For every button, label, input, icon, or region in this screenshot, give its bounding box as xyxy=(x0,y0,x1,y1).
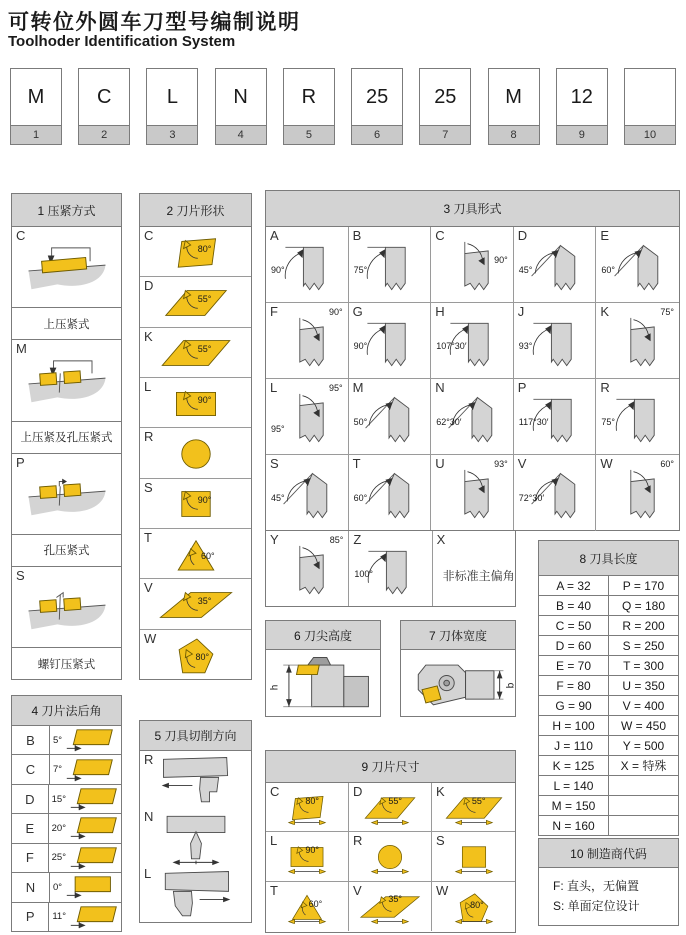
code-row xyxy=(10,68,676,145)
code-box-2 xyxy=(78,68,130,145)
tool-profile-icon xyxy=(602,315,674,373)
angle-label: 75° xyxy=(353,264,368,275)
code-letter: M xyxy=(16,341,27,357)
code-position: 9 xyxy=(557,125,607,144)
panel-header: 2 刀片形状 xyxy=(140,194,251,227)
tool-style-V xyxy=(514,455,597,531)
angle-label: 25° xyxy=(51,852,66,864)
insert-shape-V xyxy=(140,579,251,629)
insert-size-L xyxy=(266,832,349,881)
tool-profile-icon xyxy=(602,467,674,525)
clamp-label: 上压紧及孔压紧式 xyxy=(12,422,121,454)
code-letter: W xyxy=(144,630,157,646)
angle-label: 35° xyxy=(197,596,212,607)
length-entry: R = 200 xyxy=(622,618,665,633)
length-entry: N = 160 xyxy=(539,816,609,835)
tool-style-D xyxy=(514,227,597,303)
clearance-insert-icon xyxy=(63,874,117,900)
insert-size-T xyxy=(266,882,349,931)
panel-header: 1 压紧方式 xyxy=(12,194,121,227)
code-letter: B xyxy=(352,228,362,243)
length-entry: W = 450 xyxy=(620,718,667,733)
tool-profile-icon xyxy=(271,391,343,449)
insert-shape-D xyxy=(140,277,251,327)
length-entry: L = 140 xyxy=(539,776,609,795)
length-entry: M = 150 xyxy=(539,796,609,815)
code-letter: P xyxy=(517,380,527,395)
length-entry: J = 110 xyxy=(539,736,609,755)
code-position: 2 xyxy=(79,125,129,144)
length-entry: A = 32 xyxy=(539,576,609,595)
length-entry xyxy=(609,816,678,835)
square-insert-icon xyxy=(441,841,507,875)
length-entry: V = 400 xyxy=(622,698,665,713)
code-value: L xyxy=(166,85,178,108)
length-row xyxy=(539,796,678,816)
code-letter: F xyxy=(12,844,49,872)
angle-label: 55° xyxy=(197,294,212,305)
angle-label: 90° xyxy=(197,394,212,405)
tool-style-Z xyxy=(349,531,432,606)
angle-label: 11° xyxy=(52,911,66,923)
angle-label: 60° xyxy=(353,493,368,503)
angle-label: 107°30′ xyxy=(436,340,467,351)
clamp-diagram-P xyxy=(12,454,121,535)
code-letter: D xyxy=(353,784,363,799)
angle-label: 5° xyxy=(53,734,63,746)
code-letter: Y xyxy=(270,532,279,547)
clamp-diagram-S xyxy=(12,567,121,648)
code-letter: C xyxy=(144,228,154,243)
direction-R xyxy=(140,751,251,808)
angle-label: 20° xyxy=(51,822,66,834)
code-letter: L xyxy=(144,866,152,881)
length-entry: S = 250 xyxy=(622,638,665,653)
tool-style-G xyxy=(349,303,432,379)
angle-label: 93° xyxy=(494,459,508,469)
panel-insert-size xyxy=(265,750,516,933)
angle-label: 72°30′ xyxy=(518,493,545,503)
rhombus-35-icon xyxy=(156,584,236,625)
tool-style-C xyxy=(431,227,514,303)
length-row xyxy=(539,756,678,776)
round-insert-icon xyxy=(156,433,236,474)
length-entry: K = 125 xyxy=(539,756,609,775)
clearance-insert-icon xyxy=(67,845,121,871)
tool-profile-icon xyxy=(271,543,343,601)
insert-shape-R xyxy=(140,428,251,478)
code-letter: N xyxy=(144,809,154,824)
tip-height-diagram xyxy=(266,650,380,716)
code-letter: J xyxy=(517,304,525,319)
code-letter: S xyxy=(16,567,25,583)
tool-profile-icon xyxy=(436,239,508,297)
code-letter: C xyxy=(12,755,50,783)
code-letter: S xyxy=(144,479,153,495)
length-entry: X = 特殊 xyxy=(620,759,667,773)
clearance-insert-icon xyxy=(67,904,121,930)
code-letter: L xyxy=(144,378,152,394)
code-letter: D xyxy=(517,228,528,243)
code-value: 25 xyxy=(365,85,389,108)
code-letter: W xyxy=(600,456,613,471)
code-value: 25 xyxy=(434,85,457,108)
angle-label: 7° xyxy=(53,764,63,776)
tool-style-F xyxy=(266,303,349,379)
code-letter: S xyxy=(270,456,279,471)
code-letter: R xyxy=(144,752,154,767)
length-entry: G = 90 xyxy=(539,696,609,715)
length-row xyxy=(539,616,678,636)
insert-size-D xyxy=(349,783,432,832)
code-value: C xyxy=(96,85,112,108)
tool-style-M xyxy=(349,379,432,455)
clearance-row-F xyxy=(12,844,121,873)
angle-label: 55° xyxy=(388,795,402,806)
tool-style-J xyxy=(514,303,597,379)
angle-label: 117°30′ xyxy=(518,416,549,427)
code-position: 7 xyxy=(420,125,470,144)
code-letter: T xyxy=(144,529,152,545)
top-and-hole-clamp-icon xyxy=(17,356,117,408)
code-letter: E xyxy=(600,228,610,243)
code-letter: E xyxy=(12,814,49,842)
top-clamp-icon xyxy=(17,243,117,295)
insert-size-grid xyxy=(266,783,515,931)
clearance-insert-icon xyxy=(67,786,121,812)
code-letter: V xyxy=(353,882,362,898)
code-value xyxy=(625,69,675,125)
code-value: R xyxy=(301,85,317,108)
length-entry: U = 350 xyxy=(622,678,665,693)
panel-tool-style-extra-row xyxy=(265,530,516,607)
length-entry: F = 80 xyxy=(539,676,609,695)
code-letter: D xyxy=(144,278,154,294)
panel-insert-clearance-angle xyxy=(11,695,122,932)
clamp-label: 螺钉压紧式 xyxy=(37,658,96,671)
clamp-diagram-M xyxy=(12,340,121,421)
code-letter: R xyxy=(353,833,363,849)
code-letter: U xyxy=(435,456,445,471)
length-row xyxy=(539,816,678,835)
tool-profile-icon xyxy=(436,467,508,525)
direction-N xyxy=(140,808,251,865)
angle-label: 55° xyxy=(471,795,486,806)
code-letter: K xyxy=(600,304,610,319)
clearance-insert-icon xyxy=(63,727,117,753)
tool-style-grid xyxy=(266,227,679,531)
code-box-6 xyxy=(351,68,403,145)
angle-label: 60° xyxy=(660,459,674,469)
insert-shape-T xyxy=(140,529,251,579)
clearance-insert-icon xyxy=(63,757,117,783)
angle-label: 62°30′ xyxy=(436,416,462,427)
length-row xyxy=(539,636,678,656)
code-letter: T xyxy=(352,456,361,471)
parallelogram-80-icon xyxy=(156,232,236,273)
angle-label: 90° xyxy=(353,340,368,351)
panel-insert-shape xyxy=(139,193,252,680)
angle-label: 80° xyxy=(470,900,484,911)
tool-style-A xyxy=(266,227,349,303)
direction-L xyxy=(140,865,251,922)
right-hand-cut-icon xyxy=(147,753,245,809)
tool-style-B xyxy=(349,227,432,303)
panel-header: 9 刀片尺寸 xyxy=(266,751,515,783)
length-entry: Q = 180 xyxy=(621,598,666,613)
panel-manufacturer-code xyxy=(538,838,679,926)
clamp-diagram-C xyxy=(12,227,121,308)
code-box-8 xyxy=(488,68,540,145)
length-row xyxy=(539,736,678,756)
insert-shape-S xyxy=(140,479,251,529)
manufacturer-note-F: F: 直头，无偏置 xyxy=(553,879,639,893)
clearance-row-P xyxy=(12,903,121,931)
angle-label: 93° xyxy=(518,340,533,351)
length-entry: T = 300 xyxy=(623,658,664,673)
code-value: N xyxy=(233,85,248,108)
angle-label: 55° xyxy=(197,344,212,355)
length-row xyxy=(539,576,678,596)
length-entry: H = 100 xyxy=(539,716,609,735)
code-letter: P xyxy=(12,903,49,931)
code-box-1 xyxy=(10,68,62,145)
code-box-9 xyxy=(556,68,608,145)
angle-label: 90° xyxy=(305,844,319,855)
code-box-3 xyxy=(146,68,198,145)
length-row xyxy=(539,596,678,616)
code-letter: T xyxy=(270,882,278,898)
code-position: 5 xyxy=(284,125,334,144)
angle-label: 80° xyxy=(305,795,319,806)
angle-label: 45° xyxy=(271,493,285,503)
code-letter: N xyxy=(12,873,50,901)
code-letter: F xyxy=(270,304,278,319)
length-entry: B = 40 xyxy=(539,596,609,615)
hole-clamp-icon xyxy=(17,469,117,521)
code-letter: C xyxy=(270,784,280,799)
insert-shape-C xyxy=(140,227,251,277)
length-row xyxy=(539,776,678,796)
angle-label: 60° xyxy=(601,264,616,275)
rectangle-90-icon xyxy=(156,383,236,424)
angle-label: 95° xyxy=(328,383,343,393)
screw-clamp-icon xyxy=(17,583,117,635)
tool-style-K xyxy=(596,303,679,379)
tool-style-R xyxy=(596,379,679,455)
code-letter: K xyxy=(144,328,153,344)
code-letter: V xyxy=(144,580,153,596)
code-position: 3 xyxy=(147,125,197,144)
code-letter: R xyxy=(144,429,154,445)
code-box-4 xyxy=(215,68,267,145)
length-row xyxy=(539,676,678,696)
insert-size-R xyxy=(349,832,432,881)
code-position: 10 xyxy=(625,125,675,144)
angle-label: 75° xyxy=(660,307,674,317)
angle-label: 80° xyxy=(197,243,212,254)
insert-size-K xyxy=(432,783,515,832)
angle-label: 90° xyxy=(271,264,285,275)
code-letter: D xyxy=(12,785,49,813)
code-position: 1 xyxy=(11,125,61,144)
angle-label-2: 95° xyxy=(271,424,285,434)
angle-label: 90° xyxy=(494,255,508,265)
tool-style-L xyxy=(266,379,349,455)
code-letter: S xyxy=(436,833,445,849)
insert-shape-W xyxy=(140,630,251,679)
neutral-cut-icon xyxy=(147,810,245,866)
insert-shape-L xyxy=(140,378,251,428)
length-entry: D = 60 xyxy=(539,636,609,655)
panel-header: 8 刀具长度 xyxy=(539,541,678,576)
left-hand-cut-icon xyxy=(147,867,245,923)
nonstandard-angle-label: 非标准主偏角 xyxy=(442,569,515,583)
panel-tool-length xyxy=(538,540,679,836)
code-box-10 xyxy=(624,68,676,145)
tool-style-W xyxy=(596,455,679,531)
code-box-7 xyxy=(419,68,471,145)
angle-label: 90° xyxy=(328,307,343,317)
tool-style-U xyxy=(431,455,514,531)
angle-label: 60° xyxy=(308,899,323,910)
triangle-60-icon xyxy=(156,534,236,575)
angle-label: 35° xyxy=(388,894,402,905)
panel-tip-height xyxy=(265,620,381,717)
dimension-label-b: b xyxy=(505,682,517,689)
length-row xyxy=(539,696,678,716)
code-letter: B xyxy=(12,726,50,754)
panel-body-width xyxy=(400,620,516,717)
clearance-row-N xyxy=(12,873,121,902)
angle-label: 80° xyxy=(195,652,210,663)
code-letter: X xyxy=(436,532,446,547)
panel-header: 7 刀体宽度 xyxy=(401,621,515,650)
code-letter: G xyxy=(352,304,363,319)
angle-label: 45° xyxy=(518,264,533,275)
tool-style-H xyxy=(431,303,514,379)
code-value: 12 xyxy=(570,85,593,108)
code-letter: H xyxy=(435,304,445,319)
triangle-60-icon xyxy=(274,890,340,924)
angle-label: 75° xyxy=(601,416,616,427)
tool-profile-icon xyxy=(271,315,343,373)
square-90-icon xyxy=(156,484,236,525)
length-entry xyxy=(609,796,678,815)
clamp-label: 上压紧式 xyxy=(12,308,121,340)
code-letter: A xyxy=(270,228,279,243)
round-insert-icon xyxy=(357,841,423,875)
insert-size-W xyxy=(432,882,515,931)
code-position: 6 xyxy=(352,125,402,144)
code-position: 8 xyxy=(489,125,539,144)
angle-label: 85° xyxy=(329,535,344,545)
panel-header: 5 刀具切削方向 xyxy=(140,721,251,751)
insert-size-C xyxy=(266,783,349,832)
tool-style-X xyxy=(433,531,515,606)
tool-style-S xyxy=(266,455,349,531)
length-entry: C = 50 xyxy=(539,616,609,635)
panel-header: 3 刀具形式 xyxy=(266,191,679,227)
tool-style-P xyxy=(514,379,597,455)
code-letter: M xyxy=(352,380,364,395)
length-entry: E = 70 xyxy=(539,656,609,675)
dimension-label-h: h xyxy=(269,684,281,691)
panel-clamping-method xyxy=(11,193,122,680)
toolholder-top-view-icon xyxy=(405,653,511,715)
code-letter: K xyxy=(436,784,445,799)
code-letter: Z xyxy=(353,532,362,547)
code-letter: C xyxy=(16,228,26,243)
panel-header: 6 刀尖高度 xyxy=(266,621,380,650)
angle-label: 0° xyxy=(53,881,63,893)
panel-cutting-direction xyxy=(139,720,252,923)
panel-header: 4 刀片法后角 xyxy=(12,696,121,726)
clearance-row-D xyxy=(12,785,121,814)
code-value: M xyxy=(27,85,45,108)
tool-style-Y xyxy=(266,531,349,606)
length-row xyxy=(539,716,678,736)
angle-label: 15° xyxy=(51,793,66,805)
panel-tool-style xyxy=(265,190,680,531)
tool-style-T xyxy=(349,455,432,531)
tool-style-E xyxy=(596,227,679,303)
code-letter: L xyxy=(270,833,278,849)
code-letter: R xyxy=(600,380,610,395)
code-letter: C xyxy=(435,228,445,243)
clearance-row-B xyxy=(12,726,121,755)
angle-label: 50° xyxy=(353,416,368,427)
angle-label: 90° xyxy=(197,495,212,506)
angle-label: 60° xyxy=(201,550,215,561)
clamp-label: 孔压紧式 xyxy=(12,535,121,567)
code-box-5 xyxy=(283,68,335,145)
toolholder-side-view-icon xyxy=(270,653,376,715)
panel-header: 10 制造商代码 xyxy=(539,839,678,868)
clearance-insert-icon xyxy=(67,815,121,841)
rhombus-55-icon xyxy=(156,282,236,323)
code-letter: W xyxy=(436,882,449,898)
code-letter: L xyxy=(270,380,278,395)
code-letter: V xyxy=(517,456,527,471)
insert-shape-K xyxy=(140,328,251,378)
length-row xyxy=(539,656,678,676)
insert-size-V xyxy=(349,882,432,931)
tool-style-N xyxy=(431,379,514,455)
page-subtitle: Toolhoder Identification System xyxy=(8,33,236,50)
insert-size-S xyxy=(432,832,515,881)
code-letter: N xyxy=(435,380,445,395)
body-width-diagram xyxy=(401,650,515,716)
length-entry: P = 170 xyxy=(622,578,665,593)
clearance-row-E xyxy=(12,814,121,843)
clearance-row-C xyxy=(12,755,121,784)
code-value: M xyxy=(505,85,522,108)
code-letter: P xyxy=(16,454,25,470)
length-entry xyxy=(609,776,678,795)
page-title: 可转位外圆车刀型号编制说明 xyxy=(8,11,301,34)
manufacturer-note-S: S: 单面定位设计 xyxy=(553,899,640,913)
angle-label: 100° xyxy=(354,568,373,579)
length-entry: Y = 500 xyxy=(622,738,665,753)
code-position: 4 xyxy=(216,125,266,144)
parallelogram-55-icon xyxy=(156,333,236,374)
